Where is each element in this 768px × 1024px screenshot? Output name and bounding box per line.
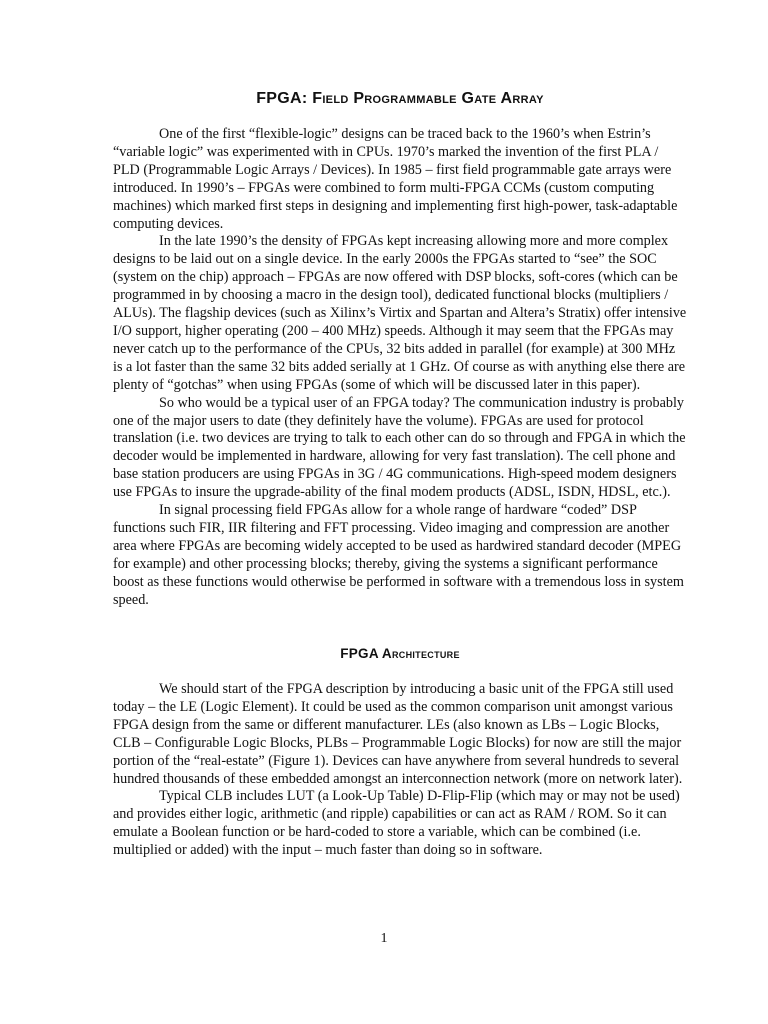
document-title: FPGA: Field Programmable Gate Array — [256, 90, 544, 107]
page-number: 1 — [380, 931, 388, 946]
architecture-paragraph: We should start of the FPGA description by introducing a basic unit of the FPGA still used today – the LE (Logic Element). It could be used as the common comparison unit amongst various FPGA design from the same or different manufacturer. LEs (also known as LBs – Logic Blocks, CLB – Configurable Logic Blocks, PLBs – Programmable Logic Blocks) for now are still the major portion of the “real-estate” (Figure 1). Devices can have anywhere from several hundreds to several hundred thousands of these embedded amongst an interconnection network (more on network later). — [113, 681, 683, 787]
architecture-section — [113, 681, 687, 860]
section-heading-architecture: FPGA Architecture — [340, 646, 460, 661]
intro-paragraph: So who would be a typical user of an FPGA today? The communication industry is probably one of the major users to date (they definitely have the volume). FPGAs are used for protocol translation (i.e. two devices are trying to talk to each other can do so through and FPGA in which the decoder would be implemented in hardware, allowing for very fast translation). The cell phone and base station producers are using FPGAs in 3G / 4G communications. High-speed modem designers use FPGAs to insure the upgrade-ability of the final modem products (ADSL, ISDN, HDSL, etc.). — [113, 394, 686, 501]
intro-section — [113, 126, 687, 609]
intro-paragraph: In the late 1990’s the density of FPGAs kept increasing allowing more and more complex designs to be laid out on a single device. In the early 2000s the FPGAs started to “see” the SOC (system on the chip) approach – FPGAs are now offered with DSP blocks, soft-cores (which can be programmed in by choosing a macro in the design tool), dedicated functional blocks (multipliers / ALUs). The flagship devices (such as Xilinx’s Virtix and Spartan and Altera’s Stratix) offer intensive I/O support, higher operating (200 – 400 MHz) speeds. Although it may seem that the FPGAs may never catch up to the performance of the CPUs, 32 bits added in parallel (for example) at 300 MHz is a lot faster than the same 32 bits added serially at 1 GHz. Of course as with anything else there are plenty of “gotchas” when using FPGAs (some of which will be discussed later in this paper). — [113, 233, 687, 393]
intro-paragraph: In signal processing field FPGAs allow for a whole range of hardware “coded” DSP functions such FIR, IIR filtering and FFT processing. Video imaging and compression are another area where FPGAs are becoming widely accepted to be used as hardwired standard decoder (MPEG for example) and other processing blocks; thereby, giving the systems a significant performance boost as these functions would otherwise be performed in software with a tremendous loss in system speed. — [113, 502, 684, 608]
intro-paragraph: One of the first “flexible-logic” designs can be traced back to the 1960’s when Estrin’s “variable logic” was experimented with in CPUs. 1970’s marked the invention of the first PLA / PLD (Programmable Logic Arrays / Devices). In 1985 – first field programmable gate arrays were introduced. In 1990’s – FPGAs were combined to form multi-FPGA CCMs (custom computing machines) which marked first steps in designing and implementing first high-power, task-adaptable computing devices. — [113, 126, 678, 232]
architecture-paragraph: Typical CLB includes LUT (a Look-Up Table) D-Flip-Flip (which may or may not be used) and provides either logic, arithmetic (and ripple) capabilities or can act as RAM / ROM. So it can emulate a Boolean function or be hard-coded to store a variable, which can be combined (i.e. multiplied or added) with the input – much faster than doing so in software. — [113, 788, 680, 859]
